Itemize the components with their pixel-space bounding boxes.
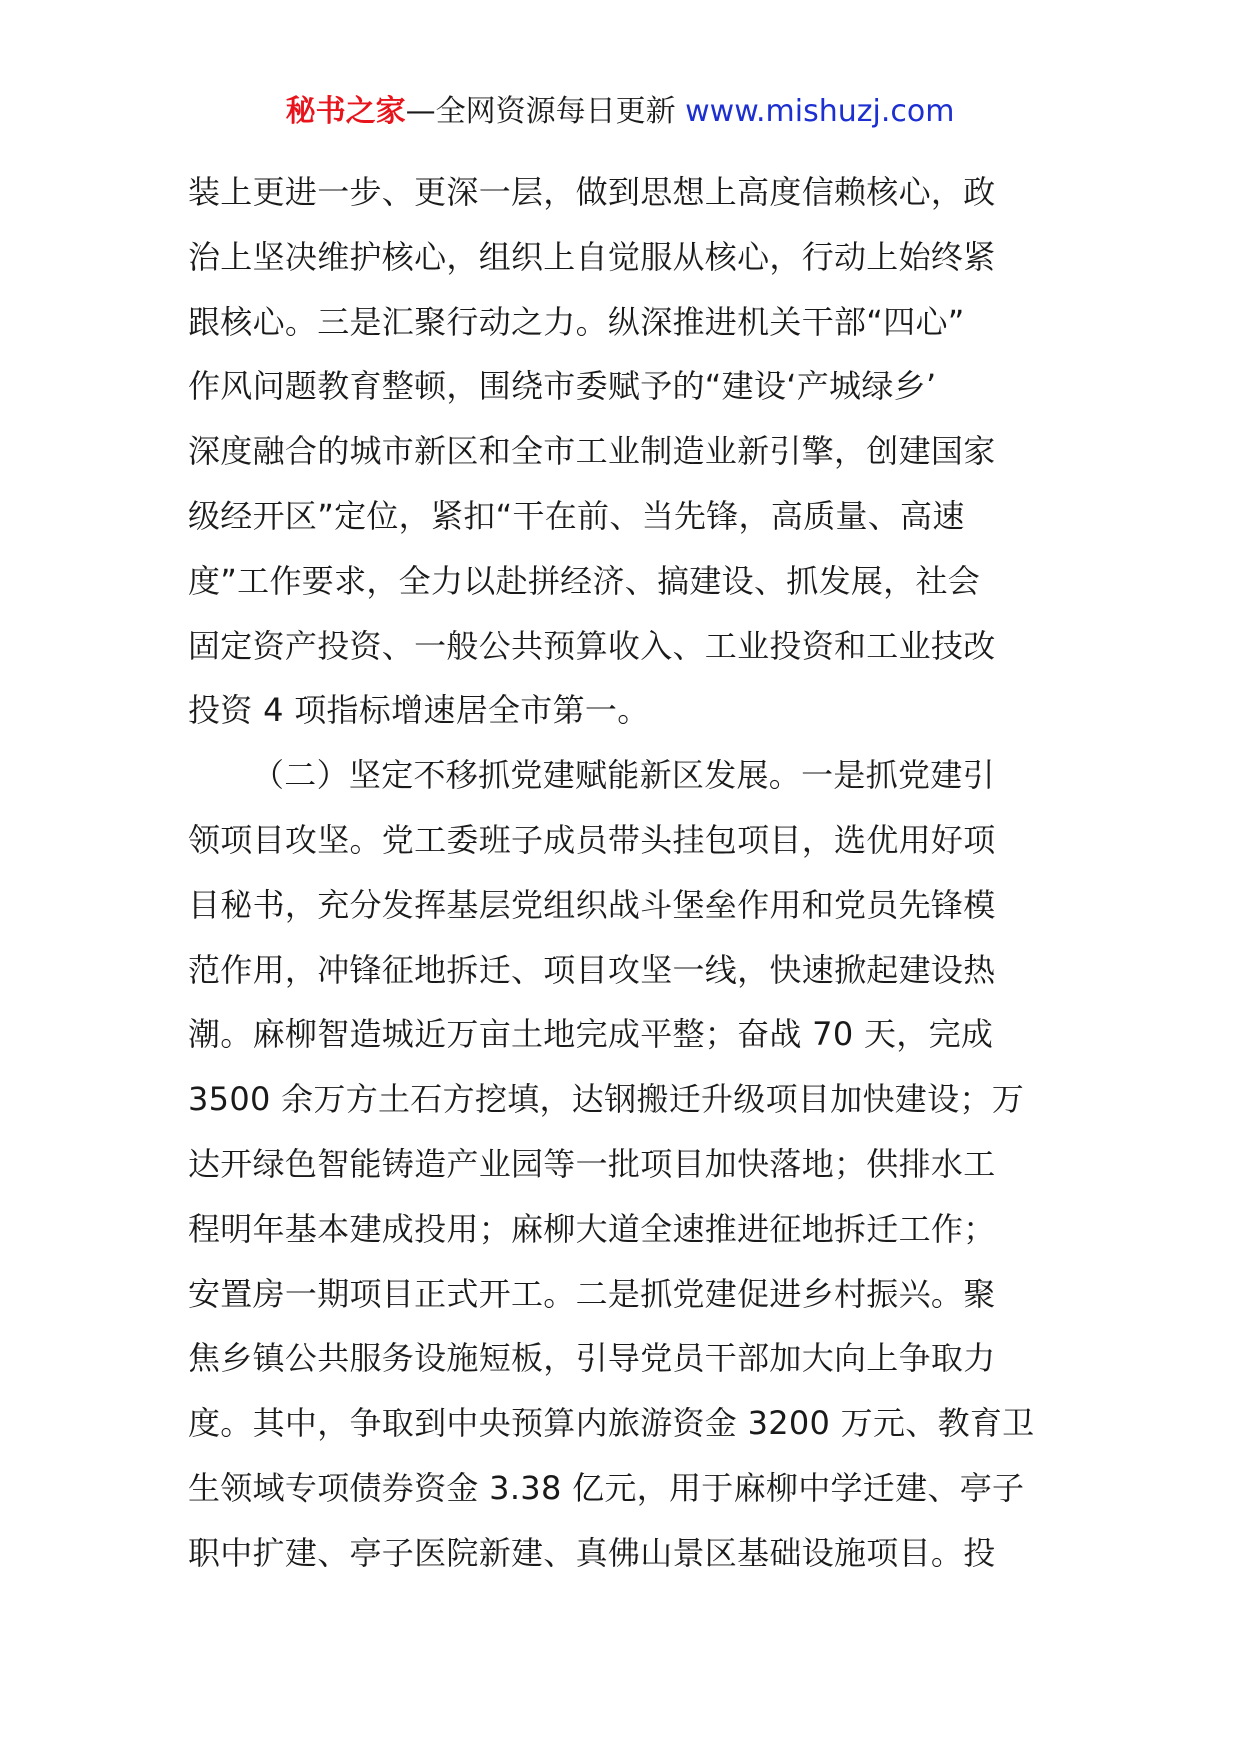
text-line: 范作用，冲锋征地拆迁、项目攻坚一线，快速掀起建设热 bbox=[188, 950, 996, 989]
text-line: 生领域专项债券资金 3.38 亿元，用于麻柳中学迁建、亭子 bbox=[188, 1468, 1025, 1507]
site-url-link[interactable]: www.mishuzj.com bbox=[685, 94, 955, 129]
text-line: 程明年基本建成投用；麻柳大道全速推进征地拆迁工作； bbox=[188, 1209, 996, 1248]
text-line: 度。其中，争取到中央预算内旅游资金 3200 万元、教育卫 bbox=[188, 1404, 1035, 1443]
document-body bbox=[188, 160, 1058, 1586]
text-line: 度”工作要求，全力以赴拼经济、搞建设、抓发展，社会 bbox=[188, 561, 981, 600]
text-line: 职中扩建、亭子医院新建、真佛山景区基础设施项目。投 bbox=[188, 1533, 996, 1572]
text-line: 目秘书，充分发挥基层党组织战斗堡垒作用和党员先锋模 bbox=[188, 885, 996, 924]
text-line: 装上更进一步、更深一层，做到思想上高度信赖核心，政 bbox=[188, 173, 996, 211]
text-line: 3500 余万方土石方挖填，达钢搬迁升级项目加快建设；万 bbox=[188, 1080, 1025, 1119]
text-line: 级经开区”定位，紧扣“干在前、当先锋，高质量、高速 bbox=[188, 496, 965, 535]
text-line: （二）坚定不移抓党建赋能新区发展。一是抓党建引 bbox=[252, 756, 995, 795]
site-tagline: —全网资源每日更新 bbox=[405, 94, 676, 129]
text-line: 投资 4 项指标增速居全市第一。 bbox=[188, 691, 650, 730]
text-line: 潮。麻柳智造城近万亩土地完成平整；奋战 70 天，完成 bbox=[188, 1015, 994, 1054]
text-line: 安置房一期项目正式开工。二是抓党建促进乡村振兴。聚 bbox=[188, 1274, 996, 1313]
text-line: 焦乡镇公共服务设施短板，引导党员干部加大向上争取力 bbox=[188, 1339, 996, 1378]
text-line: 固定资产投资、一般公共预算收入、工业投资和工业技改 bbox=[188, 626, 996, 665]
text-line: 深度融合的城市新区和全市工业制造业新引擎，创建国家 bbox=[188, 432, 996, 471]
paragraph-2 bbox=[188, 743, 1058, 1585]
text-line: 达开绿色智能铸造产业园等一批项目加快落地；供排水工 bbox=[188, 1144, 996, 1183]
text-line: 作风问题教育整顿，围绕市委赋予的“建设‘产城绿乡’ bbox=[188, 367, 937, 406]
paragraph-1 bbox=[188, 160, 1058, 743]
text-line: 跟核心。三是汇聚行动之力。纵深推进机关干部“四心” bbox=[188, 302, 965, 341]
text-line: 领项目攻坚。党工委班子成员带头挂包项目，选优用好项 bbox=[188, 820, 996, 859]
site-header bbox=[0, 92, 1240, 132]
text-line: 治上坚决维护核心，组织上自觉服从核心，行动上始终紧 bbox=[188, 237, 996, 276]
site-brand: 秘书之家 bbox=[285, 94, 406, 129]
